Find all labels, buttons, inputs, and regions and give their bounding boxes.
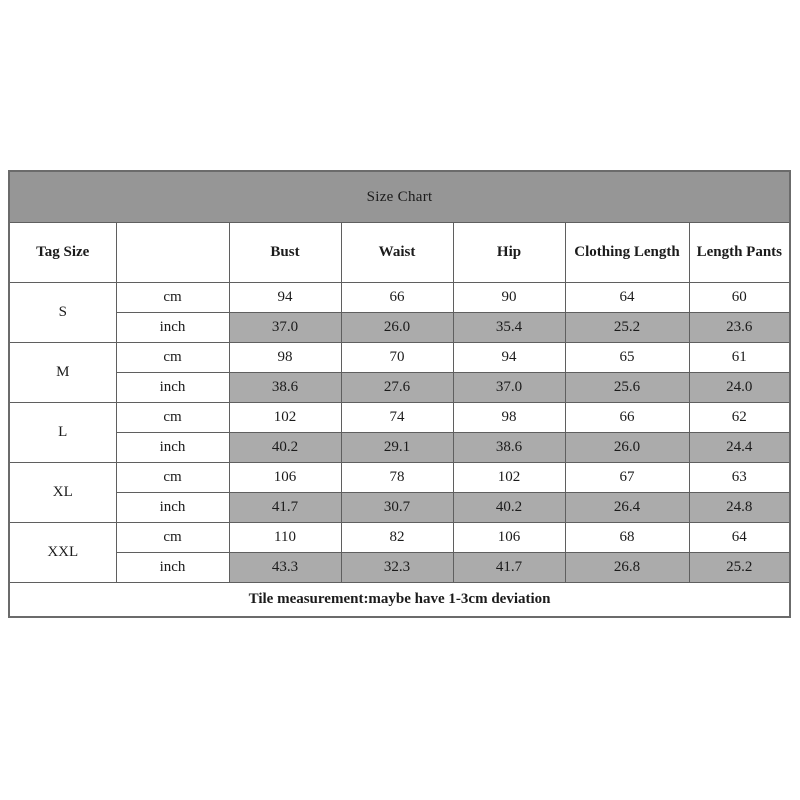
cell-l-cm-clothing_length: 66: [565, 403, 689, 433]
table-row: [9, 403, 790, 433]
unit-label-inch: inch: [116, 313, 229, 343]
table-row: [9, 313, 790, 343]
size-chart-container: [8, 170, 791, 618]
cell-xl-cm-waist: 78: [341, 463, 453, 493]
cell-xxl-inch-length_pants: 25.2: [689, 553, 790, 583]
unit-label-cm: cm: [116, 523, 229, 553]
cell-m-cm-length_pants: 61: [689, 343, 790, 373]
column-header-bust: Bust: [229, 223, 341, 283]
table-row: [9, 283, 790, 313]
unit-label-cm: cm: [116, 403, 229, 433]
unit-label-cm: cm: [116, 463, 229, 493]
cell-xl-cm-bust: 106: [229, 463, 341, 493]
table-row: [9, 343, 790, 373]
cell-xxl-inch-bust: 43.3: [229, 553, 341, 583]
cell-m-cm-clothing_length: 65: [565, 343, 689, 373]
cell-xxl-cm-waist: 82: [341, 523, 453, 553]
column-header-hip: Hip: [453, 223, 565, 283]
cell-l-inch-length_pants: 24.4: [689, 433, 790, 463]
cell-l-inch-hip: 38.6: [453, 433, 565, 463]
column-header-length_pants: Length Pants: [689, 223, 790, 283]
unit-label-inch: inch: [116, 493, 229, 523]
table-row: [9, 463, 790, 493]
cell-s-cm-bust: 94: [229, 283, 341, 313]
cell-s-cm-length_pants: 60: [689, 283, 790, 313]
cell-s-inch-waist: 26.0: [341, 313, 453, 343]
cell-xl-cm-length_pants: 63: [689, 463, 790, 493]
cell-xl-inch-waist: 30.7: [341, 493, 453, 523]
cell-xxl-cm-hip: 106: [453, 523, 565, 553]
column-header-row: [9, 223, 790, 283]
column-header-unit: [116, 223, 229, 283]
cell-xl-inch-clothing_length: 26.4: [565, 493, 689, 523]
cell-xxl-inch-hip: 41.7: [453, 553, 565, 583]
cell-xl-inch-length_pants: 24.8: [689, 493, 790, 523]
cell-s-inch-bust: 37.0: [229, 313, 341, 343]
column-header-clothing_length: Clothing Length: [565, 223, 689, 283]
unit-label-inch: inch: [116, 373, 229, 403]
cell-m-inch-hip: 37.0: [453, 373, 565, 403]
unit-label-inch: inch: [116, 553, 229, 583]
cell-l-inch-bust: 40.2: [229, 433, 341, 463]
cell-l-cm-hip: 98: [453, 403, 565, 433]
cell-l-cm-length_pants: 62: [689, 403, 790, 433]
cell-xl-cm-hip: 102: [453, 463, 565, 493]
cell-m-inch-waist: 27.6: [341, 373, 453, 403]
cell-xxl-cm-clothing_length: 68: [565, 523, 689, 553]
cell-xxl-inch-clothing_length: 26.8: [565, 553, 689, 583]
size-label-xxl: XXL: [9, 523, 116, 583]
cell-xl-cm-clothing_length: 67: [565, 463, 689, 493]
cell-xl-inch-hip: 40.2: [453, 493, 565, 523]
cell-l-inch-clothing_length: 26.0: [565, 433, 689, 463]
cell-s-inch-length_pants: 23.6: [689, 313, 790, 343]
table-row: [9, 523, 790, 553]
size-label-l: L: [9, 403, 116, 463]
size-label-xl: XL: [9, 463, 116, 523]
unit-label-cm: cm: [116, 283, 229, 313]
table-row: [9, 433, 790, 463]
note-row: [9, 583, 790, 618]
cell-s-cm-waist: 66: [341, 283, 453, 313]
cell-s-cm-hip: 90: [453, 283, 565, 313]
cell-m-inch-clothing_length: 25.6: [565, 373, 689, 403]
column-header-tag_size: Tag Size: [9, 223, 116, 283]
column-header-waist: Waist: [341, 223, 453, 283]
cell-s-inch-clothing_length: 25.2: [565, 313, 689, 343]
cell-xxl-cm-length_pants: 64: [689, 523, 790, 553]
cell-s-inch-hip: 35.4: [453, 313, 565, 343]
table-row: [9, 373, 790, 403]
size-label-m: M: [9, 343, 116, 403]
size-label-s: S: [9, 283, 116, 343]
cell-l-cm-waist: 74: [341, 403, 453, 433]
size-chart-table: [8, 170, 791, 618]
unit-label-cm: cm: [116, 343, 229, 373]
measurement-note: Tile measurement:maybe have 1-3cm deviation: [9, 583, 790, 618]
chart-title-row: [9, 171, 790, 223]
cell-m-inch-bust: 38.6: [229, 373, 341, 403]
chart-title: Size Chart: [9, 171, 790, 223]
cell-m-cm-waist: 70: [341, 343, 453, 373]
table-row: [9, 493, 790, 523]
table-row: [9, 553, 790, 583]
cell-l-cm-bust: 102: [229, 403, 341, 433]
cell-xxl-inch-waist: 32.3: [341, 553, 453, 583]
cell-m-cm-bust: 98: [229, 343, 341, 373]
unit-label-inch: inch: [116, 433, 229, 463]
cell-m-inch-length_pants: 24.0: [689, 373, 790, 403]
cell-l-inch-waist: 29.1: [341, 433, 453, 463]
cell-xxl-cm-bust: 110: [229, 523, 341, 553]
cell-m-cm-hip: 94: [453, 343, 565, 373]
cell-s-cm-clothing_length: 64: [565, 283, 689, 313]
cell-xl-inch-bust: 41.7: [229, 493, 341, 523]
